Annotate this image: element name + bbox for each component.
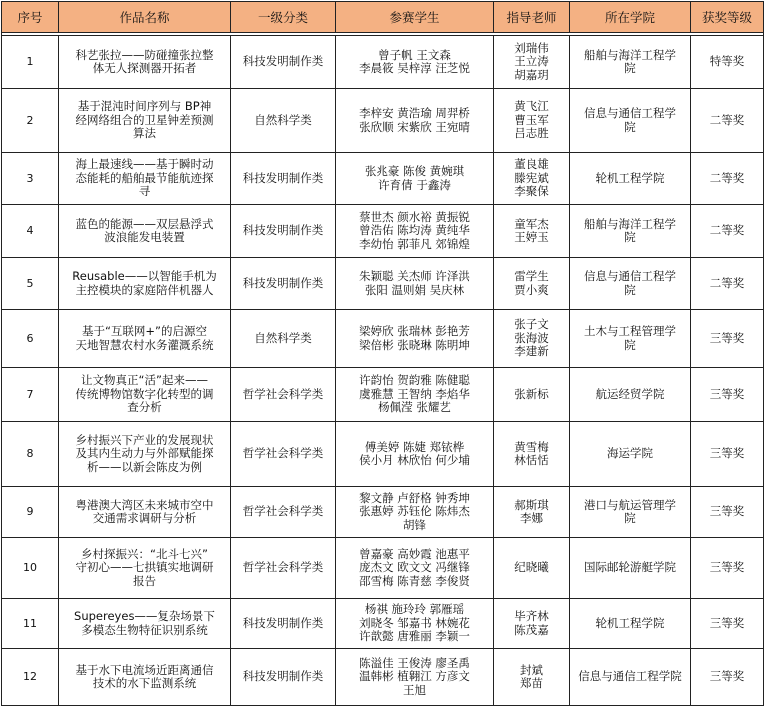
cell-category: 哲学社会科学类 (231, 368, 336, 422)
table-row (2, 422, 764, 487)
header-index: 序号 (2, 2, 59, 33)
cell-college: 土木与工程管理学 院 (570, 310, 691, 368)
cell-award: 二等奖 (691, 258, 764, 310)
cell-category: 科技发明制作类 (231, 258, 336, 310)
cell-advisors: 黄雪梅 林恬恬 (494, 422, 570, 487)
cell-work-name: 粤港澳大湾区未来城市空中 交通需求调研与分析 (59, 487, 231, 538)
table-row (2, 310, 764, 368)
cell-students: 曾子帆 王文森 李晨筱 吴梓淳 汪芝悦 (336, 36, 494, 89)
cell-award: 二等奖 (691, 153, 764, 205)
cell-award: 三等奖 (691, 649, 764, 706)
cell-award: 三等奖 (691, 368, 764, 422)
cell-students: 许韵怡 贺韵雅 陈健聪 虞雅慧 王智纳 李焰华 杨佩滢 张耀艺 (336, 368, 494, 422)
cell-advisors: 张新标 (494, 368, 570, 422)
cell-index: 6 (2, 310, 59, 368)
cell-students: 陈溢佳 王俊涛 廖圣禹 温韩彬 植翱江 方彦文 王旭 (336, 649, 494, 706)
cell-category: 哲学社会科学类 (231, 487, 336, 538)
header-college: 所在学院 (570, 2, 691, 33)
cell-college: 海运学院 (570, 422, 691, 487)
cell-college: 轮机工程学院 (570, 599, 691, 649)
cell-index: 4 (2, 205, 59, 258)
table-row (2, 258, 764, 310)
cell-college: 轮机工程学院 (570, 153, 691, 205)
cell-advisors: 董良雄 滕宪斌 李聚保 (494, 153, 570, 205)
table-row (2, 649, 764, 706)
cell-advisors: 雷学生 贾小爽 (494, 258, 570, 310)
cell-students: 黎文静 卢舒格 钟秀坤 张惠婷 苏钰伦 陈炜杰 胡锋 (336, 487, 494, 538)
cell-index: 3 (2, 153, 59, 205)
cell-advisors: 童军杰 王婷玉 (494, 205, 570, 258)
header-students: 参赛学生 (336, 2, 494, 33)
cell-college: 信息与通信工程学院 (570, 649, 691, 706)
header-row (2, 2, 764, 33)
cell-category: 哲学社会科学类 (231, 422, 336, 487)
cell-advisors: 封斌 郑苗 (494, 649, 570, 706)
cell-students: 曾嘉豪 高妙霞 池惠平 庞杰文 欧文文 冯继锋 邵雪梅 陈青慈 李俊贤 (336, 538, 494, 599)
header-award: 获奖等级 (691, 2, 764, 33)
cell-students: 朱颖聪 关杰师 许泽洪 张阳 温则娟 吴庆林 (336, 258, 494, 310)
cell-award: 三等奖 (691, 538, 764, 599)
cell-students: 杨祺 施玲玲 郭雁瑶 刘晓冬 邹嘉书 林婉花 许歆懿 唐雅丽 李颖一 (336, 599, 494, 649)
table-row (2, 153, 764, 205)
cell-students: 张兆豪 陈俊 黄婉琪 许育倩 于鑫涛 (336, 153, 494, 205)
cell-work-name: 基于“互联网+”的启源空 天地智慧农村水务灌溉系统 (59, 310, 231, 368)
cell-index: 11 (2, 599, 59, 649)
cell-award: 二等奖 (691, 205, 764, 258)
cell-advisors: 毕齐林 陈茂嘉 (494, 599, 570, 649)
cell-category: 科技发明制作类 (231, 649, 336, 706)
cell-college: 国际邮轮游艇学院 (570, 538, 691, 599)
table-row (2, 89, 764, 153)
cell-college: 船舶与海洋工程学 院 (570, 36, 691, 89)
table-row (2, 538, 764, 599)
awards-table (1, 1, 764, 706)
cell-work-name: 乡村探振兴：“北斗七兴” 守初心——七拱镇实地调研 报告 (59, 538, 231, 599)
cell-advisors: 纪晓曦 (494, 538, 570, 599)
table-row (2, 368, 764, 422)
cell-work-name: 基于混沌时间序列与 BP神 经网络组合的卫星钟差预测 算法 (59, 89, 231, 153)
cell-category: 哲学社会科学类 (231, 538, 336, 599)
cell-award: 二等奖 (691, 89, 764, 153)
cell-index: 9 (2, 487, 59, 538)
cell-index: 5 (2, 258, 59, 310)
cell-work-name: 科艺张拉——防碰撞张拉整 体无人探测器开拓者 (59, 36, 231, 89)
cell-index: 8 (2, 422, 59, 487)
cell-work-name: Reusable——以智能手机为 主控模块的家庭陪伴机器人 (59, 258, 231, 310)
header-advisors: 指导老师 (494, 2, 570, 33)
cell-work-name: 基于水下电流场近距离通信 技术的水下监测系统 (59, 649, 231, 706)
cell-work-name: 蓝色的能源——双层悬浮式 波浪能发电装置 (59, 205, 231, 258)
cell-college: 船舶与海洋工程学 院 (570, 205, 691, 258)
cell-category: 科技发明制作类 (231, 205, 336, 258)
cell-college: 港口与航运管理学 院 (570, 487, 691, 538)
cell-award: 三等奖 (691, 599, 764, 649)
cell-index: 12 (2, 649, 59, 706)
header-category: 一级分类 (231, 2, 336, 33)
cell-college: 信息与通信工程学 院 (570, 258, 691, 310)
cell-category: 科技发明制作类 (231, 153, 336, 205)
cell-advisors: 黄飞江 曹玉军 吕志胜 (494, 89, 570, 153)
cell-category: 自然科学类 (231, 89, 336, 153)
cell-work-name: 海上最速线——基于瞬时动 态能耗的船舶最节能航迹探 寻 (59, 153, 231, 205)
cell-students: 傅美婷 陈婕 郑铱桦 侯小月 林欣怡 何少埔 (336, 422, 494, 487)
table-row (2, 599, 764, 649)
cell-award: 三等奖 (691, 310, 764, 368)
cell-index: 1 (2, 36, 59, 89)
cell-college: 航运经贸学院 (570, 368, 691, 422)
cell-award: 特等奖 (691, 36, 764, 89)
cell-category: 科技发明制作类 (231, 599, 336, 649)
cell-index: 7 (2, 368, 59, 422)
cell-index: 2 (2, 89, 59, 153)
cell-students: 蔡世杰 颜水裕 黄振锐 曾浩佑 陈均涛 黄纯华 李幼怡 郭菲凡 郊锦煌 (336, 205, 494, 258)
cell-students: 李梓安 黄浩瑜 周羿桥 张欣顺 宋紫欣 王宛晴 (336, 89, 494, 153)
cell-advisors: 刘瑞伟 王立涛 胡嘉玥 (494, 36, 570, 89)
cell-award: 三等奖 (691, 422, 764, 487)
cell-college: 信息与通信工程学 院 (570, 89, 691, 153)
cell-category: 科技发明制作类 (231, 36, 336, 89)
cell-work-name: 让文物真正“活”起来—— 传统博物馆数字化转型的调 查分析 (59, 368, 231, 422)
cell-index: 10 (2, 538, 59, 599)
cell-students: 梁婷欣 张瑞林 彭艳芳 梁倍彬 张晓琳 陈明坤 (336, 310, 494, 368)
cell-work-name: Supereyes——复杂场景下 多模态生物特征识别系统 (59, 599, 231, 649)
cell-category: 自然科学类 (231, 310, 336, 368)
cell-advisors: 张子文 张海波 李建新 (494, 310, 570, 368)
table-row (2, 487, 764, 538)
cell-award: 三等奖 (691, 487, 764, 538)
header-work-name: 作品名称 (59, 2, 231, 33)
table-row (2, 36, 764, 89)
cell-advisors: 郝斯琪 李娜 (494, 487, 570, 538)
cell-work-name: 乡村振兴下产业的发展现状 及其内生动力与外部赋能探 析——以新会陈皮为例 (59, 422, 231, 487)
table-row (2, 205, 764, 258)
